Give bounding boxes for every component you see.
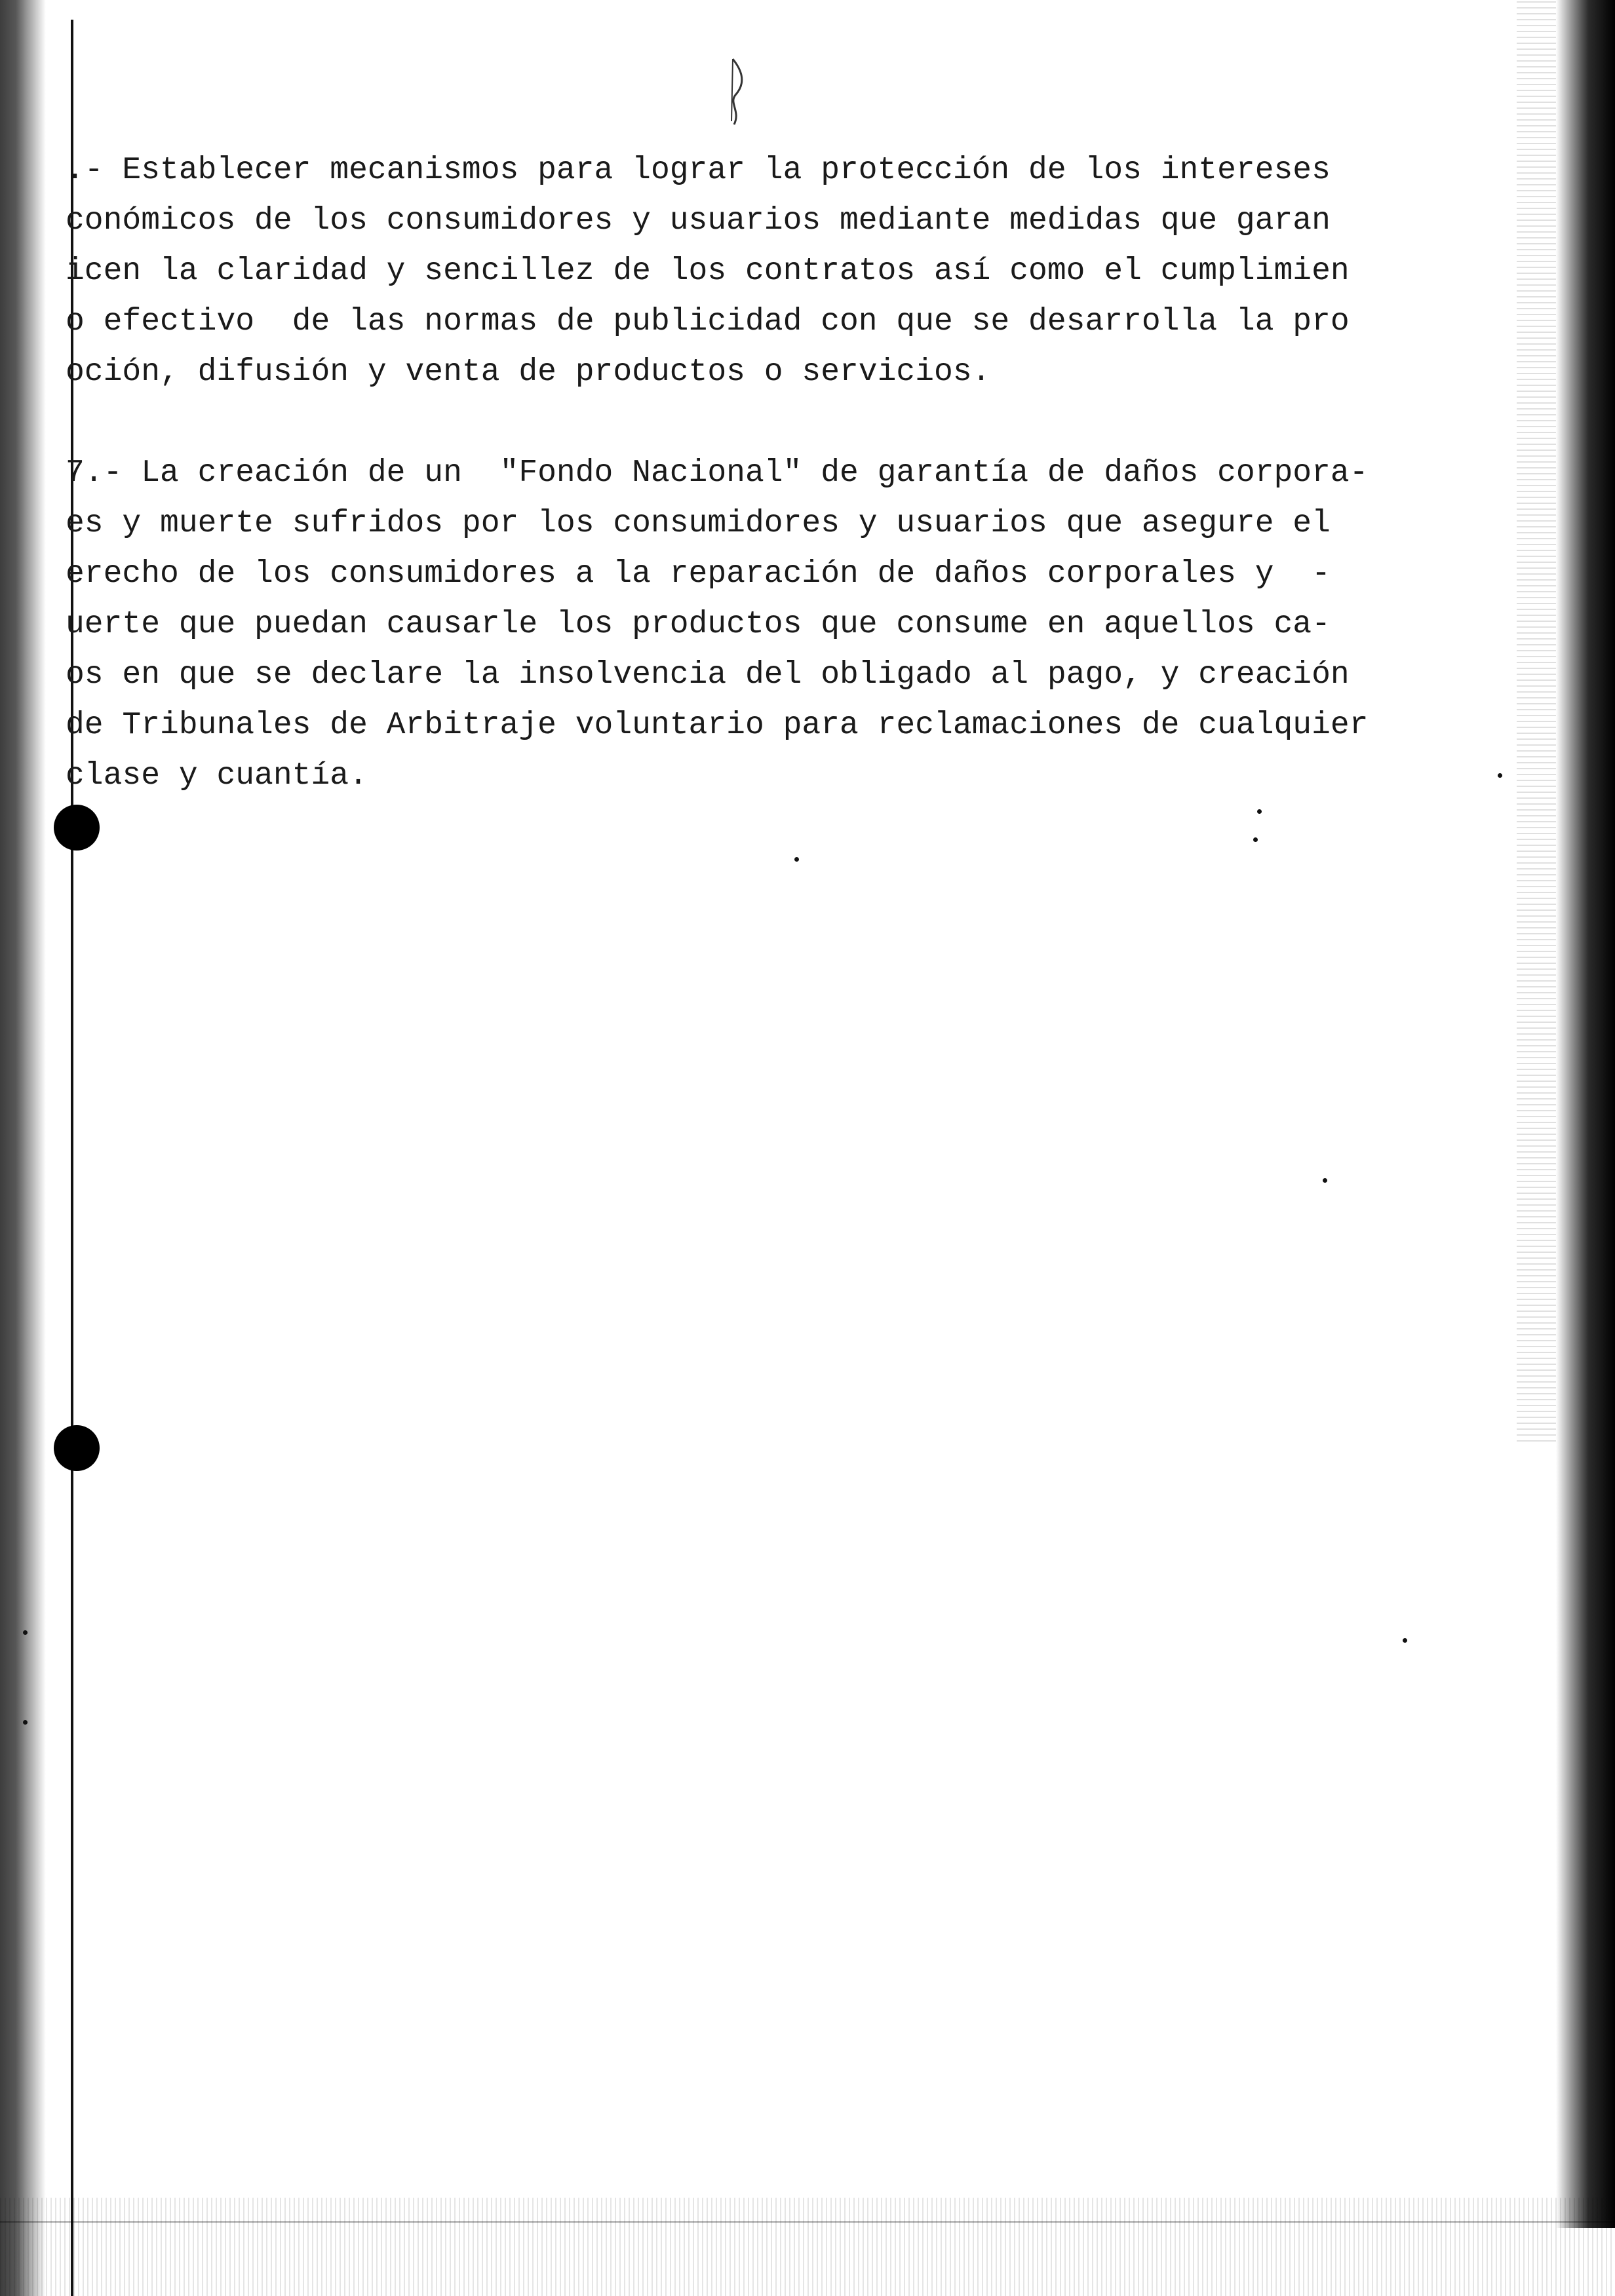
paragraph-6 [66,145,1429,398]
text-line: oción, difusión y venta de productos o servicios. [66,354,991,390]
handwritten-mark-icon [721,56,754,128]
punch-hole-icon [54,1425,100,1471]
scan-speck [1498,773,1502,778]
text-line: 7.- La creación de un "Fondo Nacional" de garantía de daños corpora- [66,455,1369,491]
punch-hole-icon [54,805,100,851]
text-line: uerte que puedan causarle los productos que consume en aquellos ca- [66,607,1331,642]
paragraph-spacer [66,398,1429,448]
paragraph-7 [66,448,1429,801]
scan-right-speckle [1517,0,1556,1442]
scan-speck [23,1720,28,1725]
text-line: de Tribunales de Arbitraje voluntario para reclamaciones de cualquier [66,708,1369,743]
scan-speck [794,857,799,862]
scan-speck [1253,837,1258,842]
scan-speck [23,1630,28,1635]
scan-bottom-edge-noise [0,2198,1615,2296]
text-line: clase y cuantía. [66,758,368,794]
scan-speck [1403,1638,1407,1643]
document-body [66,145,1429,801]
scan-right-edge-shadow [1556,0,1615,2228]
text-line: os en que se declare la insolvencia del obligado al pago, y creación [66,657,1350,693]
scan-speck [1257,809,1262,814]
text-line: erecho de los consumidores a la reparación de daños corporales y - [66,556,1331,592]
text-line: icen la claridad y sencillez de los contratos así como el cumplimien [66,254,1350,289]
text-line: o efectivo de las normas de publicidad con que se desarrolla la pro [66,304,1350,339]
text-line: .- Establecer mecanismos para lograr la protección de los intereses [66,153,1331,188]
scan-speck [1323,1178,1327,1183]
text-line: es y muerte sufridos por los consumidores y usuarios que asegure el [66,506,1331,541]
scan-left-edge-shadow [0,0,46,2296]
text-line: conómicos de los consumidores y usuarios mediante medidas que garan [66,203,1331,239]
